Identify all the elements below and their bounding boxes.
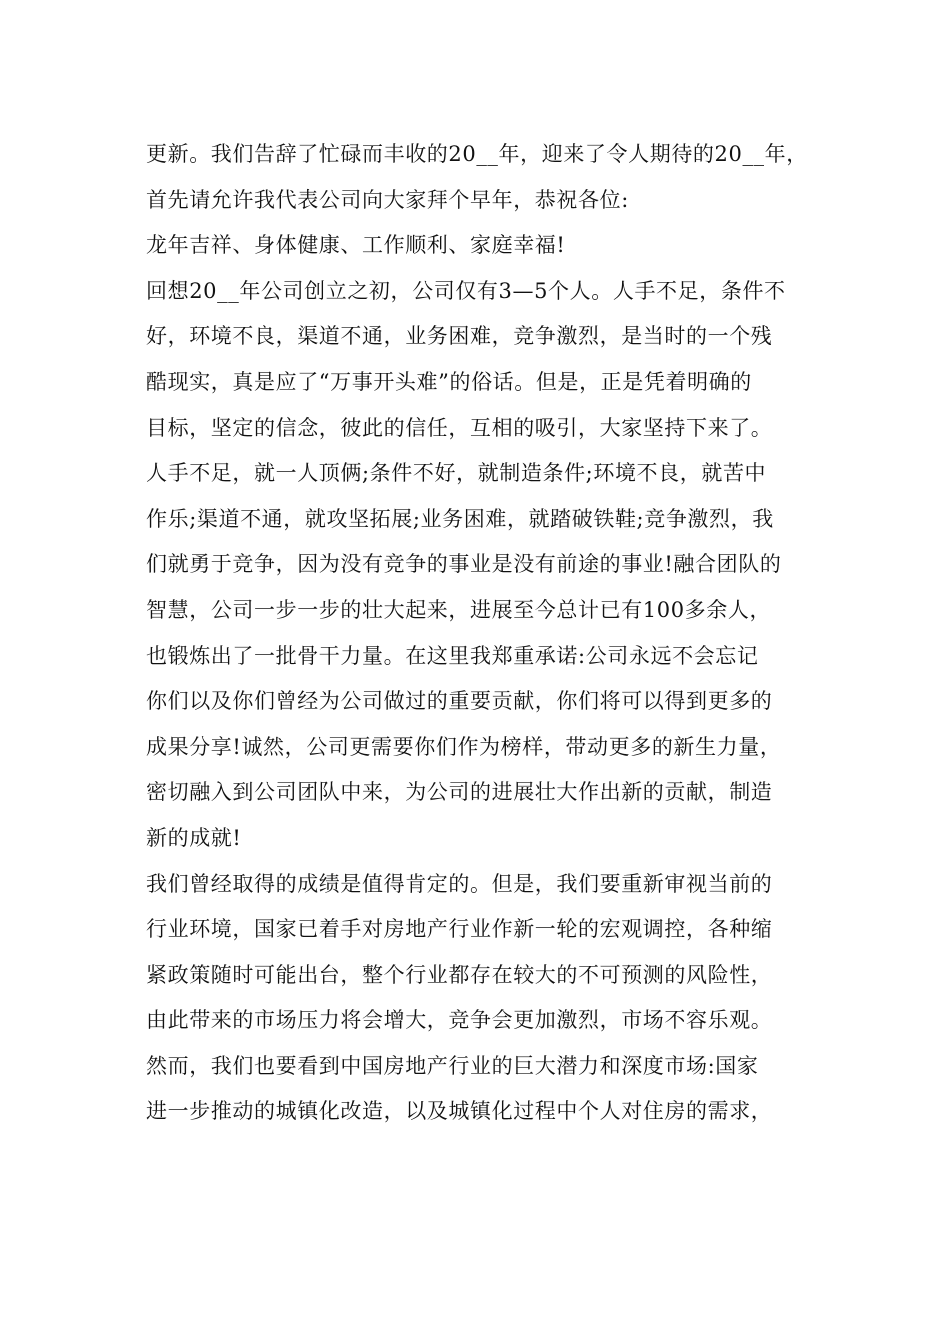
text-line: 目标，坚定的信念，彼此的信任，互相的吸引，大家坚持下来了。 (146, 415, 773, 440)
text-line: 也锻炼出了一批骨干力量。在这里我郑重承诺:公司永远不会忘记 (146, 643, 759, 668)
text-line: 回想20__年公司创立之初，公司仅有3—5个人。人手不足，条件不 (146, 278, 786, 303)
text-line: 智慧，公司一步一步的壮大起来，进展至今总计已有100多余人， (146, 597, 772, 622)
text-line: 然而，我们也要看到中国房地产行业的巨大潜力和深度市场:国家 (146, 1053, 759, 1078)
text-line: 首先请允许我代表公司向大家拜个早年，恭祝各位: (146, 187, 629, 212)
text-line: 新的成就! (146, 825, 242, 850)
text-line: 酷现实，真是应了“万事开头难”的俗话。但是，正是凭着明确的 (146, 369, 752, 394)
text-line: 龙年吉祥、身体健康、工作顺利、家庭幸福! (146, 233, 566, 258)
text-line: 成果分享!诚然，公司更需要你们作为榜样，带动更多的新生力量， (146, 734, 782, 759)
text-line: 行业环境，国家已着手对房地产行业作新一轮的宏观调控，各种缩 (146, 917, 773, 942)
text-line: 作乐;渠道不通，就攻坚拓展;业务困难，就踏破铁鞋;竞争激烈，我 (146, 506, 774, 531)
text-line: 进一步推动的城镇化改造，以及城镇化过程中个人对住房的需求， (146, 1099, 773, 1124)
text-line: 们就勇于竞争，因为没有竞争的事业是没有前途的事业!融合团队的 (146, 552, 782, 577)
text-line: 紧政策随时可能出台，整个行业都存在较大的不可预测的风险性， (146, 962, 773, 987)
body-text (146, 132, 816, 1135)
text-line: 更新。我们告辞了忙碌而丰收的20__年，迎来了令人期待的20__年， (146, 142, 808, 166)
text-line: 密切融入到公司团队中来，为公司的进展壮大作出新的贡献，制造 (146, 780, 773, 805)
text-line: 我们曾经取得的成绩是值得肯定的。但是，我们要重新审视当前的 (146, 871, 773, 896)
text-line: 由此带来的市场压力将会增大，竞争会更加激烈，市场不容乐观。 (146, 1008, 773, 1033)
text-line: 人手不足，就一人顶俩;条件不好，就制造条件;环境不良，就苦中 (146, 461, 767, 486)
text-line: 你们以及你们曾经为公司做过的重要贡献，你们将可以得到更多的 (146, 689, 773, 714)
text-line: 好，环境不良，渠道不通，业务困难，竞争激烈，是当时的一个残 (146, 324, 773, 349)
